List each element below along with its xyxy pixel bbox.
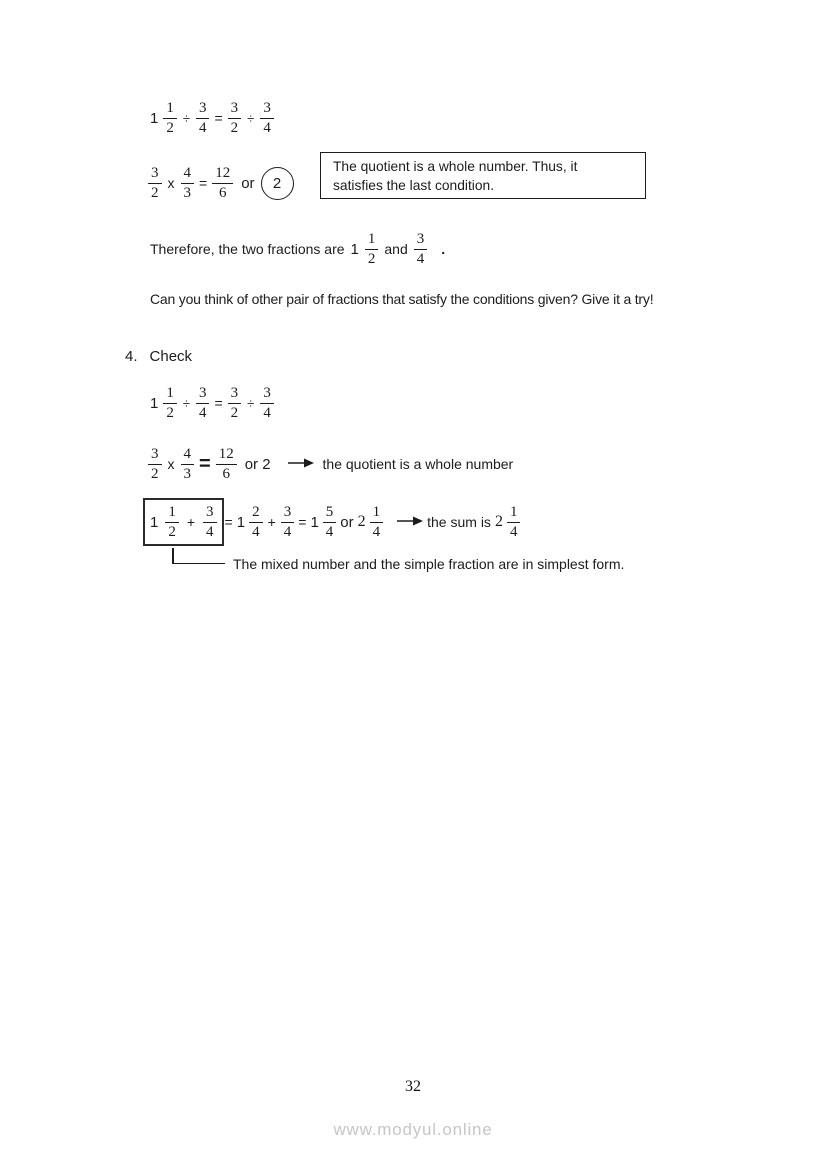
denominator: 2: [166, 119, 174, 136]
plus-sign: +: [186, 514, 196, 530]
numerator: 4: [181, 446, 195, 465]
fraction: [365, 231, 379, 268]
numerator: 2: [249, 504, 263, 523]
list-number: 4.: [125, 348, 138, 365]
numerator: 1: [163, 100, 177, 119]
numerator: 1: [370, 504, 384, 523]
division-sign: ÷: [182, 110, 190, 126]
equation-top-2: [148, 160, 294, 206]
numerator: 12: [212, 165, 233, 184]
whole-number: 1: [150, 109, 159, 127]
arrow-caption: the quotient is a whole number: [322, 456, 514, 472]
numerator: 3: [148, 165, 162, 184]
check-equation-1: [150, 381, 274, 425]
therefore-sentence: [150, 227, 445, 271]
denominator: 2: [151, 184, 159, 201]
fraction: [260, 100, 274, 137]
fraction: [165, 504, 179, 541]
and-label: and: [384, 241, 408, 257]
circled-answer: 2: [261, 167, 294, 200]
or-label: or: [241, 174, 255, 192]
numerator: 5: [323, 504, 337, 523]
numerator: 1: [163, 385, 177, 404]
arrow-right-icon: [397, 514, 423, 531]
multiplication-sign: x: [167, 175, 175, 191]
denominator: 2: [230, 119, 239, 136]
denominator: 4: [263, 119, 271, 136]
denominator: 4: [372, 523, 381, 540]
equation-top-1: [150, 96, 274, 140]
fraction: [203, 504, 217, 541]
fraction: [148, 165, 162, 202]
denominator: 6: [218, 184, 227, 201]
fraction: [181, 446, 195, 483]
fraction: [323, 504, 337, 541]
equals-sign: =: [298, 514, 307, 530]
denominator: 4: [206, 523, 214, 540]
arrow-caption: the sum is: [427, 514, 491, 530]
fraction: [414, 231, 428, 268]
denominator: 4: [198, 404, 207, 421]
denominator: 4: [416, 250, 425, 267]
check-equation-3: [143, 496, 520, 548]
numerator: 3: [148, 446, 162, 465]
denominator: 2: [151, 465, 159, 482]
whole-number: 1: [236, 513, 246, 531]
numerator: 3: [196, 385, 210, 404]
numerator: 1: [165, 504, 179, 523]
arrow-right-icon: [288, 456, 314, 473]
numerator: 3: [260, 385, 274, 404]
equals-sign: =: [199, 452, 211, 475]
note-box: [320, 152, 646, 199]
numerator: 3: [196, 100, 210, 119]
fraction: [148, 446, 162, 483]
check-equation-2: [148, 441, 513, 487]
numerator: 3: [281, 504, 295, 523]
watermark: www.modyul.online: [333, 1120, 493, 1139]
numerator: 3: [228, 385, 242, 404]
denominator: 6: [222, 465, 230, 482]
equals-sign: =: [199, 175, 208, 191]
multiplication-sign: x: [167, 456, 175, 472]
denominator: 4: [198, 119, 207, 136]
denominator: 3: [183, 184, 191, 201]
numerator: 3: [414, 231, 428, 250]
division-sign: ÷: [182, 395, 190, 411]
denominator: 3: [183, 465, 191, 482]
whole-number: 2: [494, 513, 503, 530]
check-label: Check: [149, 348, 193, 365]
fraction: [212, 165, 233, 202]
denominator: 2: [230, 404, 239, 421]
numerator: 1: [365, 231, 379, 250]
check-heading: [125, 348, 192, 365]
fraction: [196, 100, 210, 137]
fraction: [249, 504, 263, 541]
fraction: [163, 100, 177, 137]
equals-sign: =: [214, 395, 223, 411]
denominator: 2: [168, 523, 176, 540]
denominator: 4: [263, 404, 271, 421]
denominator: 2: [367, 250, 376, 267]
fraction: [216, 446, 237, 483]
division-sign: ÷: [247, 110, 255, 126]
whole-number: 1: [150, 394, 159, 412]
fraction: [281, 504, 295, 541]
sentence-text: Therefore, the two fractions are: [150, 241, 345, 257]
callout-text: The mixed number and the simple fraction are in simplest form.: [233, 556, 625, 572]
fraction: [228, 385, 242, 422]
fraction: [181, 165, 195, 202]
fraction: [163, 385, 177, 422]
numerator: 3: [228, 100, 242, 119]
numerator: 4: [181, 165, 195, 184]
fraction: [196, 385, 210, 422]
numerator: 3: [260, 100, 274, 119]
denominator: 4: [509, 523, 518, 540]
denominator: 4: [325, 523, 334, 540]
period: .: [441, 241, 446, 257]
division-sign: ÷: [247, 395, 255, 411]
numerator: 1: [507, 504, 521, 523]
note-line-2: satisfies the last condition.: [333, 178, 495, 193]
note-line-1: The quotient is a whole number. Thus, it: [333, 159, 578, 174]
whole-number: 1: [310, 513, 319, 531]
callout-connector-horizontal: [172, 563, 225, 565]
prompt-sentence: Can you think of other pair of fractions that satisfy the conditions given? Give it a try!: [150, 291, 654, 307]
denominator: 4: [283, 523, 292, 540]
numerator: 3: [203, 504, 217, 523]
equals-sign: =: [214, 110, 223, 126]
page-number: 32: [405, 1078, 421, 1095]
or-result: or 2: [244, 455, 271, 473]
fraction: [370, 504, 384, 541]
numerator: 12: [216, 446, 237, 465]
whole-number: 2: [357, 513, 366, 530]
whole-number: 1: [350, 240, 359, 258]
denominator: 2: [166, 404, 174, 421]
boxed-expression: [143, 498, 224, 547]
equals-sign: =: [224, 514, 233, 530]
plus-sign: +: [267, 514, 276, 530]
fraction: [228, 100, 242, 137]
or-label: or: [340, 513, 354, 531]
whole-number: 1: [150, 513, 159, 531]
fraction: [260, 385, 274, 422]
denominator: 4: [252, 523, 260, 540]
fraction: [507, 504, 521, 541]
